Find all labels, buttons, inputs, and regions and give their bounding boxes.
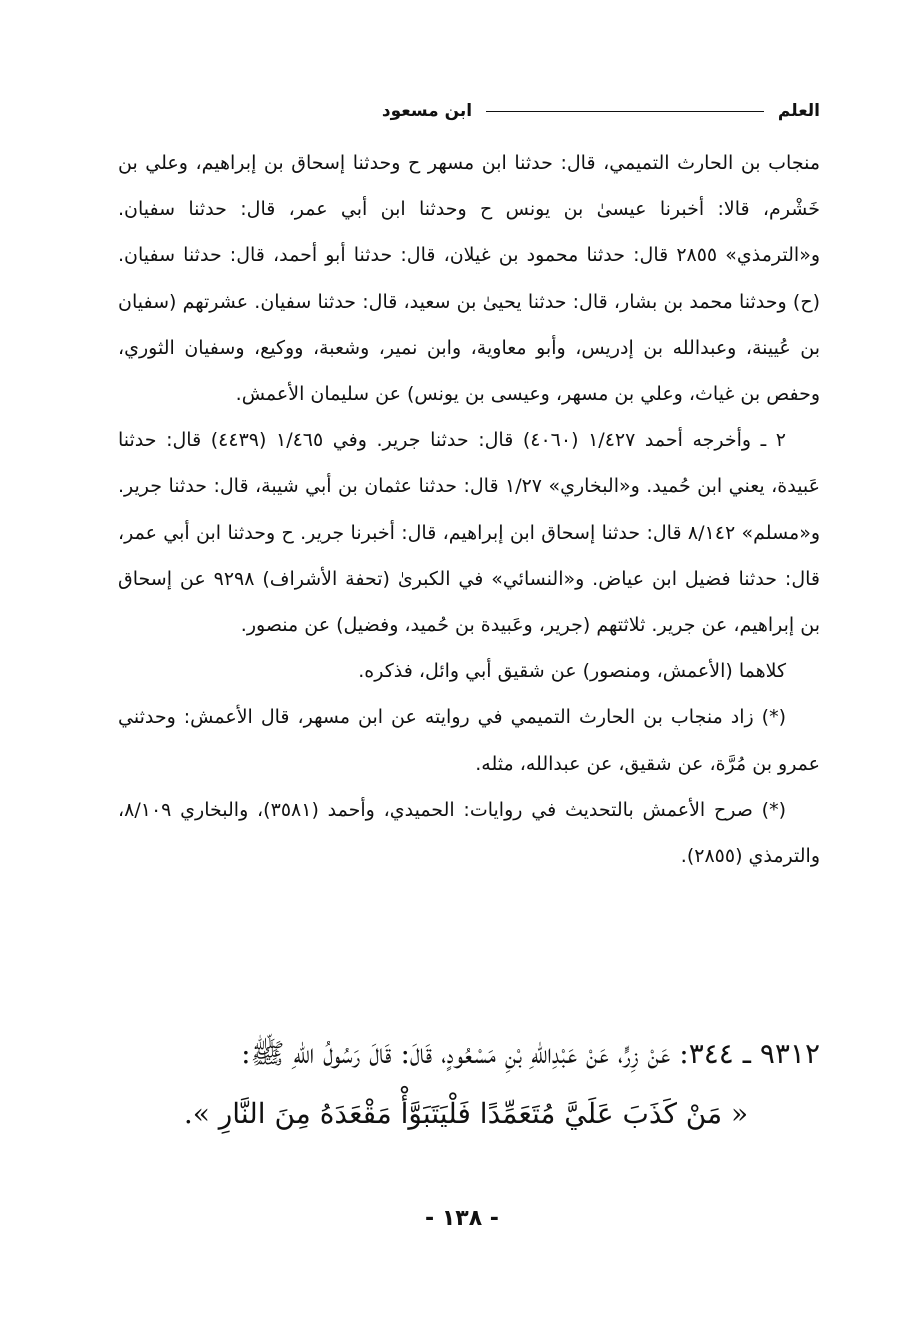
section-title: ابن مسعود	[381, 101, 473, 121]
chapter-title: العلم	[777, 101, 820, 121]
footnotes-block	[118, 140, 820, 879]
page-number: - ١٣٨ -	[425, 1206, 499, 1231]
running-header	[104, 96, 820, 126]
header-rule	[486, 111, 764, 112]
footnote-paragraph: كلاهما (الأعمش، ومنصور) عن شقيق أبي وائل، فذكره.	[358, 660, 786, 683]
footnote-paragraph: ٢ ـ وأخرجه أحمد ١/٤٢٧ (٤٠٦٠) قال: حدثنا جرير. وفي ١/٤٦٥ (٤٤٣٩) قال: حدثنا عَبيدة، يعني ابن حُميد. و«البخاري» ١/٢٧ قال: حدثنا عثمان بن أبي شيبة، قال: حدثنا جرير. و«مسلم» ٨/١٤٢ قال: حدثنا إسحاق ابن إبراهيم، قال: أخبرنا جرير. ح وحدثنا ابن أبي عمر، قال: حدثنا فضيل ابن عياض. و«النسائي» في الكبرىٰ (تحفة الأشراف) ٩٢٩٨ عن إسحاق بن إبراهيم، عن جرير. ثلاثتهم (جرير، وعَبيدة بن حُميد، وفضيل) عن منصور.	[118, 429, 821, 637]
footnote-paragraph: منجاب بن الحارث التميمي، قال: حدثنا ابن مسهر ح وحدثنا إسحاق بن إبراهيم، وعلي بن خَشْرم، قالا: أخبرنا عيسىٰ بن يونس ح وحدثنا ابن أبي عمر، قال: حدثنا سفيان. و«الترمذي» ٢٨٥٥ قال: حدثنا محمود بن غيلان، قال: حدثنا أبو أحمد، قال: حدثنا سفيان. (ح) وحدثنا محمد بن بشار، قال: حدثنا يحيىٰ بن سعيد، قال: حدثنا سفيان. عشرتهم (سفيان بن عُيينة، وعبدالله بن إدريس، وأبو معاوية، وابن نمير، وشعبة، ووكيع، وسفيان الثوري، وحفص بن غياث، وعلي بن مسهر، وعيسى بن يونس) عن سليمان الأعمش.	[118, 152, 820, 406]
hadith-isnad: ٩٣١٢ ـ ٣٤٤: عَنْ زِرٍّ، عَنْ عَبْدِاللهِ بْنِ مَسْعُودٍ، قَالَ: قَالَ رَسُولُ اللهِ ﷺ:	[241, 1037, 820, 1070]
hadith-block	[112, 1026, 820, 1142]
hadith-matn: « مَنْ كَذَبَ عَلَيَّ مُتَعَمِّدًا فَلْيَتَبَوَّأْ مَقْعَدَهُ مِنَ النَّارِ ».	[183, 1097, 749, 1130]
footnote-paragraph: (*) زاد منجاب بن الحارث التميمي في روايته عن ابن مسهر، قال الأعمش: وحدثني عمرو بن مُرَّة، عن شقيق، عن عبدالله، مثله.	[118, 706, 820, 775]
footnote-paragraph: (*) صرح الأعمش بالتحديث في روايات: الحميدي، وأحمد (٣٥٨١)، والبخاري ٨/١٠٩، والترمذي (٢٨٥٥).	[118, 798, 820, 868]
